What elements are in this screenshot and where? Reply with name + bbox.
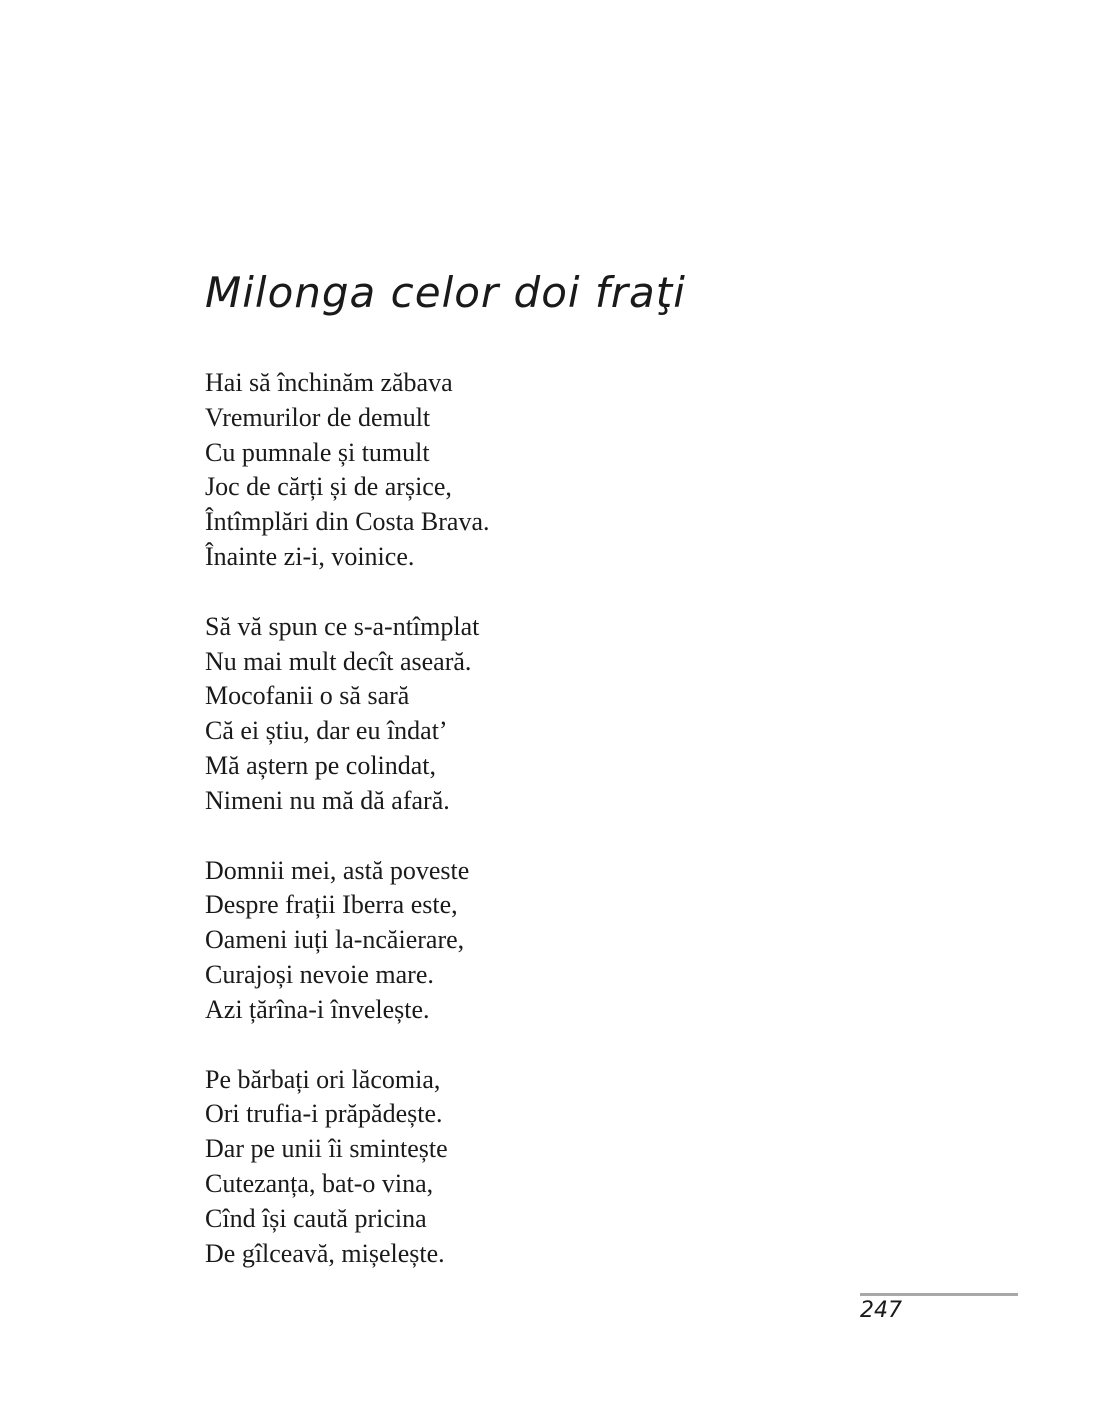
stanza-3 [205,854,805,1028]
verse-line: Cu pumnale și tumult [205,437,430,467]
verse-line: Cutezanța, bat-o vina, [205,1168,434,1198]
verse-line: Înainte zi-i, voinice. [205,541,415,571]
verse-line: Întîmplări din Costa Brava. [205,507,490,537]
verse-line: Mocofanii o să sară [205,681,410,711]
stanza-2 [205,610,805,819]
poem-body [205,366,805,1306]
verse-line: Cînd își caută pricina [205,1203,427,1233]
verse-line: Nimeni nu mă dă afară. [205,785,450,815]
verse-line: Domnii mei, astă poveste [205,855,470,885]
page-number: 247 [860,1298,902,1323]
verse-line: Mă aștern pe colindat, [205,750,437,780]
verse-line: Oameni iuți la-ncăierare, [205,925,465,955]
verse-line: Ori trufia-i prăpădește. [205,1099,443,1129]
verse-line: Azi țărîna-i învelește. [205,994,430,1024]
footer-divider [860,1293,1018,1296]
verse-line: Să vă spun ce s-a-ntîmplat [205,611,480,641]
verse-line: Vremurilor de demult [205,402,431,432]
verse-line: De gîlceavă, mișelește. [205,1238,445,1268]
verse-line: Dar pe unii îi smintește [205,1134,448,1164]
verse-line: Joc de cărți și de arșice, [205,472,452,502]
verse-line: Pe bărbați ori lăcomia, [205,1064,441,1094]
verse-line: Curajoși nevoie mare. [205,959,434,989]
poem-title: Milonga celor doi fraţi [205,268,686,317]
stanza-1 [205,366,805,575]
verse-line: Despre frații Iberra este, [205,890,458,920]
verse-line: Nu mai mult decît aseară. [205,646,472,676]
verse-line: Că ei știu, dar eu îndat’ [205,716,448,746]
stanza-4 [205,1063,805,1272]
verse-line: Hai să închinăm zăbava [205,368,453,397]
